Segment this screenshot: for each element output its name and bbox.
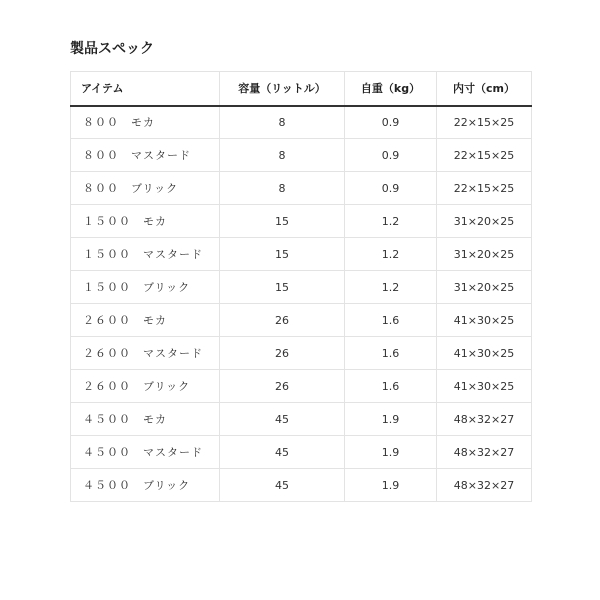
cell-weight: 1.6	[345, 304, 437, 337]
cell-weight: 1.9	[345, 436, 437, 469]
cell-capacity: 8	[220, 139, 345, 172]
cell-item: １５００ マスタード	[71, 238, 220, 271]
header-item: アイテム	[71, 72, 220, 106]
cell-weight: 1.6	[345, 337, 437, 370]
cell-weight: 1.2	[345, 271, 437, 304]
cell-item: ８００ マスタード	[71, 139, 220, 172]
cell-capacity: 45	[220, 436, 345, 469]
cell-weight: 1.9	[345, 469, 437, 502]
spec-table	[70, 71, 532, 502]
cell-dimensions: 31×20×25	[437, 271, 532, 304]
table-row	[71, 238, 532, 271]
table-row	[71, 172, 532, 205]
table-row	[71, 403, 532, 436]
cell-item: ４５００ マスタード	[71, 436, 220, 469]
cell-item: ２６００ マスタード	[71, 337, 220, 370]
cell-dimensions: 48×32×27	[437, 436, 532, 469]
cell-weight: 1.2	[345, 205, 437, 238]
cell-capacity: 26	[220, 337, 345, 370]
cell-item: １５００ モカ	[71, 205, 220, 238]
cell-dimensions: 48×32×27	[437, 403, 532, 436]
cell-item: ４５００ モカ	[71, 403, 220, 436]
cell-dimensions: 41×30×25	[437, 304, 532, 337]
table-row	[71, 304, 532, 337]
cell-item: ４５００ ブリック	[71, 469, 220, 502]
table-row	[71, 370, 532, 403]
cell-item: ８００ モカ	[71, 106, 220, 139]
header-weight: 自重（kg）	[345, 72, 437, 106]
cell-item: ２６００ ブリック	[71, 370, 220, 403]
cell-weight: 0.9	[345, 106, 437, 139]
table-row	[71, 469, 532, 502]
cell-weight: 0.9	[345, 172, 437, 205]
cell-capacity: 26	[220, 304, 345, 337]
cell-item: ２６００ モカ	[71, 304, 220, 337]
cell-dimensions: 22×15×25	[437, 139, 532, 172]
cell-capacity: 26	[220, 370, 345, 403]
cell-capacity: 8	[220, 172, 345, 205]
header-capacity: 容量（リットル）	[220, 72, 345, 106]
cell-capacity: 15	[220, 205, 345, 238]
cell-capacity: 15	[220, 271, 345, 304]
table-row	[71, 139, 532, 172]
cell-capacity: 8	[220, 106, 345, 139]
table-row	[71, 106, 532, 139]
cell-dimensions: 48×32×27	[437, 469, 532, 502]
table-row	[71, 337, 532, 370]
cell-dimensions: 22×15×25	[437, 172, 532, 205]
header-dimensions: 内寸（cm）	[437, 72, 532, 106]
cell-item: １５００ ブリック	[71, 271, 220, 304]
table-row	[71, 436, 532, 469]
table-body	[71, 106, 532, 502]
table-row	[71, 205, 532, 238]
cell-dimensions: 41×30×25	[437, 370, 532, 403]
cell-weight: 1.2	[345, 238, 437, 271]
cell-weight: 1.6	[345, 370, 437, 403]
cell-dimensions: 31×20×25	[437, 205, 532, 238]
cell-dimensions: 22×15×25	[437, 106, 532, 139]
cell-capacity: 45	[220, 469, 345, 502]
cell-capacity: 15	[220, 238, 345, 271]
cell-dimensions: 41×30×25	[437, 337, 532, 370]
cell-weight: 0.9	[345, 139, 437, 172]
cell-item: ８００ ブリック	[71, 172, 220, 205]
section-title: 製品スペック	[70, 41, 154, 57]
cell-dimensions: 31×20×25	[437, 238, 532, 271]
cell-weight: 1.9	[345, 403, 437, 436]
table-header-row	[71, 72, 532, 106]
table-row	[71, 271, 532, 304]
cell-capacity: 45	[220, 403, 345, 436]
